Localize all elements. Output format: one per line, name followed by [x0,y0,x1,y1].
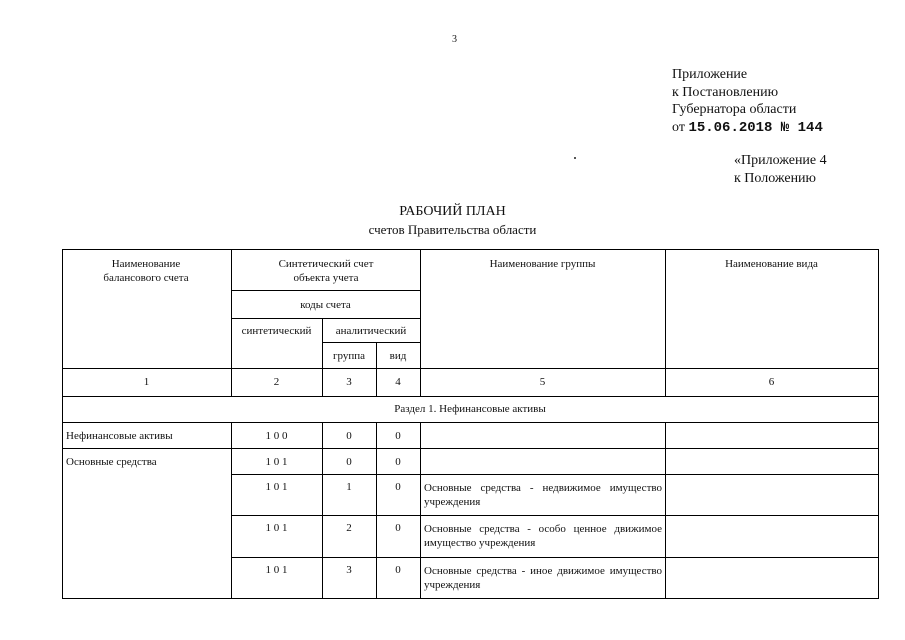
row-2-name: Основные средства [66,456,157,468]
col-number-4: 4 [395,376,401,388]
approval-date-prefix: от [672,119,685,135]
col-number-1: 1 [143,376,150,388]
row-4-group-name: Основные средства - особо ценное движимое имущество учреждения [424,523,662,549]
col-number-2: 2 [273,376,280,388]
row-4-group: 2 [346,522,352,534]
section-title: Раздел 1. Нефинансовые активы [394,403,546,415]
header-account-name: Наименование балансового счета [103,258,189,284]
approval-block [672,66,823,137]
approval-line-1: Приложение [672,67,748,82]
header-analytic: аналитический [335,325,407,337]
h-line-row2-bottom [231,474,879,475]
h-line-section-bottom [62,422,879,423]
row-5-group-name: Основные средства - иное движимое имущество учреждения [424,565,662,591]
header-group-name: Наименование группы [489,258,596,270]
row-1-synthetic: 1 0 0 [265,430,288,442]
v-line-col5-body [420,422,421,599]
h-line-row1-bottom [62,448,879,449]
col-number-3: 3 [346,376,352,388]
h-line-numbers-bottom [62,396,879,397]
appendix-line-2: к Положению [734,170,817,186]
row-5-synthetic: 1 0 1 [265,564,288,576]
row-3-kind: 0 [395,481,401,493]
row-5-group: 3 [346,564,352,576]
h-line-row4-bottom [231,557,879,558]
header-kind: вид [389,350,407,362]
approval-line-3: Губернатора области [672,102,797,117]
row-4-kind: 0 [395,522,401,534]
h-line-bottom [62,598,879,599]
row-3-group: 1 [346,481,352,493]
v-line-left [62,249,63,599]
v-line-col6-body [665,422,666,599]
header-account-codes: коды счета [300,299,351,311]
header-group: группа [332,350,366,362]
row-2-group: 0 [346,456,352,468]
approval-date-line [672,119,823,138]
h-line-header-bottom [62,368,879,369]
h-line-top [62,249,879,250]
header-synthetic-code: синтетический [241,325,312,337]
page-number: 3 [452,34,457,45]
row-3-synthetic: 1 0 1 [265,481,288,493]
appendix-block [734,152,827,187]
row-2-synthetic: 1 0 1 [265,456,288,468]
v-line-right [878,249,879,599]
approval-line-2: к Постановлению [672,84,779,100]
approval-date-value: 15.06.2018 № 144 [688,119,823,136]
row-1-group: 0 [346,430,352,442]
header-kind-name: Наименование вида [725,258,818,270]
header-synthetic-account: Синтетический счет объекта учета [278,258,374,284]
h-line-subcodes [231,318,420,319]
document-title: РАБОЧИЙ ПЛАН [399,204,506,219]
h-line-row3-bottom [231,515,879,516]
row-1-name: Нефинансовые активы [66,430,173,442]
h-line-codes [231,290,420,291]
appendix-line-1: «Приложение 4 [734,153,827,168]
document-subtitle: счетов Правительства области [368,222,537,237]
row-4-synthetic: 1 0 1 [265,522,288,534]
row-5-kind: 0 [395,564,401,576]
row-1-kind: 0 [395,430,401,442]
col-number-6: 6 [768,376,775,388]
row-2-kind: 0 [395,456,401,468]
h-line-group-kind [322,342,420,343]
scan-speck [574,157,576,159]
col-number-5: 5 [539,376,546,388]
row-3-group-name: Основные средства - недвижимое имущество учреждения [424,482,662,508]
